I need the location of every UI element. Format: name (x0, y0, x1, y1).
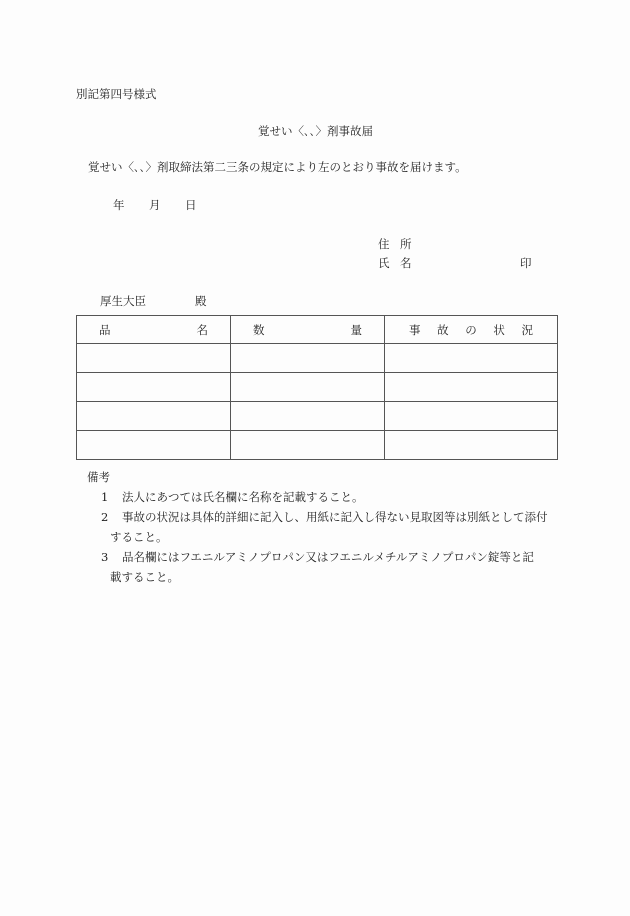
cell-product-name[interactable] (77, 431, 231, 460)
header-char: 故 (437, 322, 449, 337)
accident-table (76, 315, 558, 460)
header-char: 量 (350, 322, 362, 337)
column-header-quantity (231, 316, 385, 344)
note-number: 1 (101, 490, 109, 504)
name-label-1: 氏 (378, 256, 390, 270)
table-row (77, 373, 558, 402)
addressee-name: 厚生大臣 (100, 294, 146, 308)
table-row (77, 344, 558, 373)
form-number: 別記第四号様式 (76, 87, 157, 101)
document-title: 覚せい〈､､〉剤事故届 (258, 124, 373, 138)
cell-accident-status[interactable] (385, 373, 558, 402)
cell-quantity[interactable] (231, 402, 385, 431)
cell-product-name[interactable] (77, 373, 231, 402)
table-header-row (77, 316, 558, 344)
note-text: 品名欄にはフエニルアミノプロパン又はフエニルメチルアミノプロパン錠等と記 (122, 550, 534, 564)
cell-accident-status[interactable] (385, 402, 558, 431)
cell-quantity[interactable] (231, 373, 385, 402)
header-char: 況 (521, 322, 533, 337)
addressee-honorific: 殿 (195, 294, 207, 308)
header-char: の (465, 322, 477, 337)
table-row (77, 431, 558, 460)
note-text-continued: すること。 (110, 530, 168, 544)
cell-product-name[interactable] (77, 344, 231, 373)
note-number: 2 (101, 510, 109, 524)
table-row (77, 402, 558, 431)
header-char: 品 (99, 322, 111, 337)
header-char: 数 (253, 322, 265, 337)
seal-mark: 印 (520, 256, 532, 270)
note-text-continued: 載すること。 (110, 570, 179, 584)
date-day: 日 (185, 198, 197, 212)
cell-quantity[interactable] (231, 431, 385, 460)
cell-accident-status[interactable] (385, 431, 558, 460)
column-header-product-name (77, 316, 231, 344)
cell-accident-status[interactable] (385, 344, 558, 373)
column-header-accident-status (385, 316, 558, 344)
name-label-2: 名 (400, 256, 412, 270)
intro-text: 覚せい〈､､〉剤取締法第二三条の規定により左のとおり事故を届けます。 (88, 160, 467, 174)
header-char: 状 (493, 322, 505, 337)
notes-section (87, 467, 557, 587)
notes-heading: 備考 (87, 470, 110, 484)
address-label-1: 住 (378, 237, 390, 251)
date-month: 月 (149, 198, 161, 212)
header-char: 名 (196, 322, 208, 337)
cell-product-name[interactable] (77, 402, 231, 431)
date-year: 年 (113, 198, 125, 212)
address-label-2: 所 (400, 237, 412, 251)
cell-quantity[interactable] (231, 344, 385, 373)
header-char: 事 (409, 322, 421, 337)
note-number: 3 (101, 550, 109, 564)
note-text: 事故の状況は具体的詳細に記入し、用紙に記入し得ない見取図等は別紙として添付 (122, 510, 548, 524)
note-text: 法人にあつては氏名欄に名称を記載すること。 (122, 490, 364, 504)
note-item (87, 547, 557, 587)
note-item (87, 487, 557, 507)
note-item (87, 507, 557, 547)
